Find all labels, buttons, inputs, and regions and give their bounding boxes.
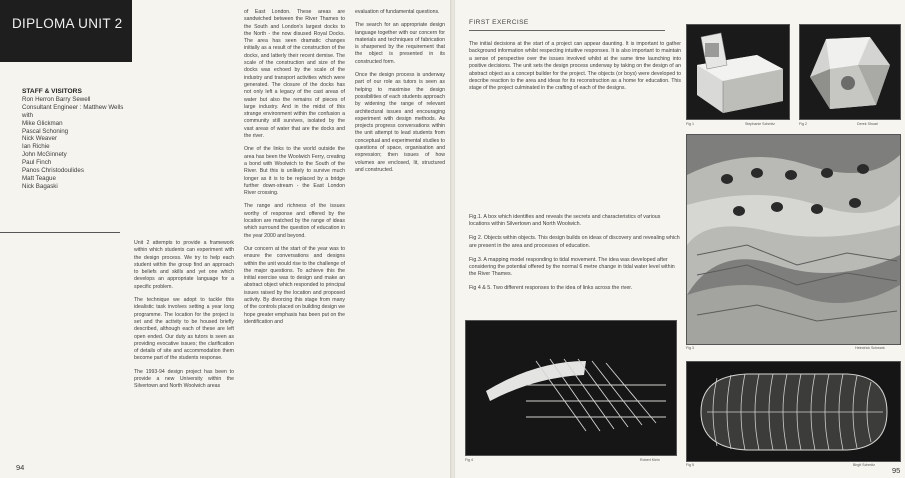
paragraph: The initial decisions at the start of a project can appear daunting. It is important to gather background information whilst respecting intuitive responses. It is also important to maintain a sense of perspective over the issues involved whilst at the same time launching into positive decisions. The unit sets the design process underway by taking on the design of an abstract object as a concept builder for the project. The objects (or boys) were developed to describe reaction to the area and ideas for its reconstruction as a home for education. This stage of the project culminated in the crafting of each of the designs. — [469, 41, 681, 92]
staff-name: Paul Finch — [22, 159, 52, 167]
staff-name: John McGinnety — [22, 151, 67, 159]
staff-name: Matt Teague — [22, 174, 56, 182]
fig1-photo — [686, 24, 790, 120]
paragraph: Once the design process is underway part of our role as tutors is seen as helping to maximise the design possibilities of each students approach by widening the range of relevant architectural issues and encouraging experiment with design methods. As projects progress conversations within the unit attempt to lead students from conceptual and experimental studies to questions of space, organisation and expression; then issues of how volumes are enclosed, lit, structured and constructed. — [355, 72, 445, 173]
paragraph: evaluation of fundamental questions. — [355, 9, 440, 15]
fig5-label: Fig 5 — [686, 463, 694, 467]
paragraph: The range and richness of the issues worthy of response and offered by the location are matched by the range of ideas which surround the question of education in the year 2000 and beyond. — [244, 203, 345, 239]
staff-name: Ron Herron Barry Sewell — [22, 95, 91, 103]
fig2-label: Fig 2 — [799, 122, 807, 126]
paragraph: The 1993-94 design project has been to provide a new University within the Silvertown and North Woolwich areas — [134, 368, 234, 390]
fig3-credit: Heindrick Schwark — [855, 346, 885, 350]
divider-rule — [0, 232, 120, 233]
fig1-label: Fig 1 — [686, 122, 694, 126]
fig3-photo — [686, 134, 901, 345]
figure-caption: Fig 2. Objects within objects. This design builds on ideas of discovery and revealing which are present in the area and processes of education. — [469, 235, 680, 249]
exercise-intro — [469, 41, 681, 99]
fig2-photo — [799, 24, 901, 120]
page-number-right: 95 — [892, 466, 901, 475]
figure-caption: Fig.3. A mapping model responding to tidal movement. The idea was developed after considering the potential offered by the normal 6 metre change in tidal water level within the River Thames. — [469, 256, 675, 278]
paragraph: Our concern at the start of the year was to ensure the conversations and designs within the unit would rise to the challenge of the major questions. To achieve this the initial exercise was to design and make an abstract object which responded to principal issues raised by the location and proposed activity. By divorcing this stage from many of the controls placed on building design we hope greater emphasis has been put on the identification and — [244, 245, 345, 325]
fig4-photo — [465, 320, 677, 456]
paragraph: One of the links to the world outside the area has been the Woolwich Ferry, creating a bond with Woolwich to the South of the River. But this is unlikely to survive much longer as it is to be replaced by a bridge further down-stream - the East London River crossing. — [244, 146, 345, 197]
exercise-title-rule — [469, 30, 665, 31]
paragraph: The search for an appropriate design language together with our concern for materials and techniques of fabrication is sharpened by the requirement that the object is presented in its constructed form. — [355, 22, 445, 65]
staff-name: Consultant Engineer : Matthew Wells — [22, 103, 124, 111]
staff-name: Pascal Schoning — [22, 127, 69, 135]
fig3-label: Fig 3 — [686, 346, 694, 350]
staff-name: Panos Christodoulides — [22, 167, 84, 175]
right-page — [455, 0, 905, 478]
fig2-credit: Derek Shoari — [857, 122, 878, 126]
staff-name: with — [22, 111, 34, 119]
fig5-credit: Birgit Schmitz — [853, 463, 875, 467]
figure-caption: Fig 4 & 5. Two different responses to the idea of links across the river. — [469, 285, 633, 292]
unit-title-block — [0, 0, 132, 62]
paragraph: Unit 2 attempts to provide a framework within which students can experiment with the design process. We try to help each student within the group find an approach to beliefs and skills and yet one which develops an appropriate language for a specific problem. — [134, 240, 234, 290]
paragraph: The technique we adopt to tackle this idealistic task involves setting a year long programme. The location for the project is set and the activity to be housed briefly described, although each of these are left open ended. Our duty as tutors is seen as providing evocative issues; the clarification of details of site and accommodation them become part of the students response. — [134, 297, 234, 362]
staff-name: Mike Glickman — [22, 119, 63, 127]
staff-heading: STAFF & VISITORS — [22, 88, 82, 95]
figure-caption: Fig.1. A box which identifies and reveals the secrets and characteristics of various locations within Silvertown and North Woolwich. — [469, 214, 661, 228]
exercise-title: FIRST EXERCISE — [469, 19, 529, 26]
text-column-2 — [244, 9, 345, 332]
left-page — [0, 0, 452, 478]
unit-title: DIPLOMA UNIT 2 — [12, 16, 123, 31]
figure-captions — [469, 214, 681, 300]
fig4-credit: Robert Klein — [640, 458, 660, 462]
fig1-credit: Stephanie Schmitz — [745, 122, 775, 126]
staff-list — [22, 88, 132, 191]
fig4-label: Fig 4 — [465, 458, 473, 462]
page-number-left: 94 — [16, 463, 25, 472]
staff-name: Ian Richie — [22, 143, 50, 151]
paragraph: of East London. These areas are sandwiched between the River Thames to the South and London's largest docks to the North - the now disused Royal Docks. The area has seen dramatic changes initially as a result of the construction of the docks, and latterly their recent demise. The scale of the construction and size of the docks was echoed by the scale of the industry and transport activities which were generated. The closure of the docks has not only left a legacy of the cast areas of water but also the remains of pieces of large industry. And in the midst of this strange environment within the confusion a community still survives, isolated by the vast areas of water that are the docks and the river. — [244, 9, 345, 140]
text-column-1 — [134, 240, 234, 397]
text-column-3 — [355, 9, 445, 180]
fig5-photo — [686, 361, 901, 462]
staff-name: Nick Bagaski — [22, 182, 58, 190]
staff-name: Nick Weaver — [22, 135, 57, 143]
